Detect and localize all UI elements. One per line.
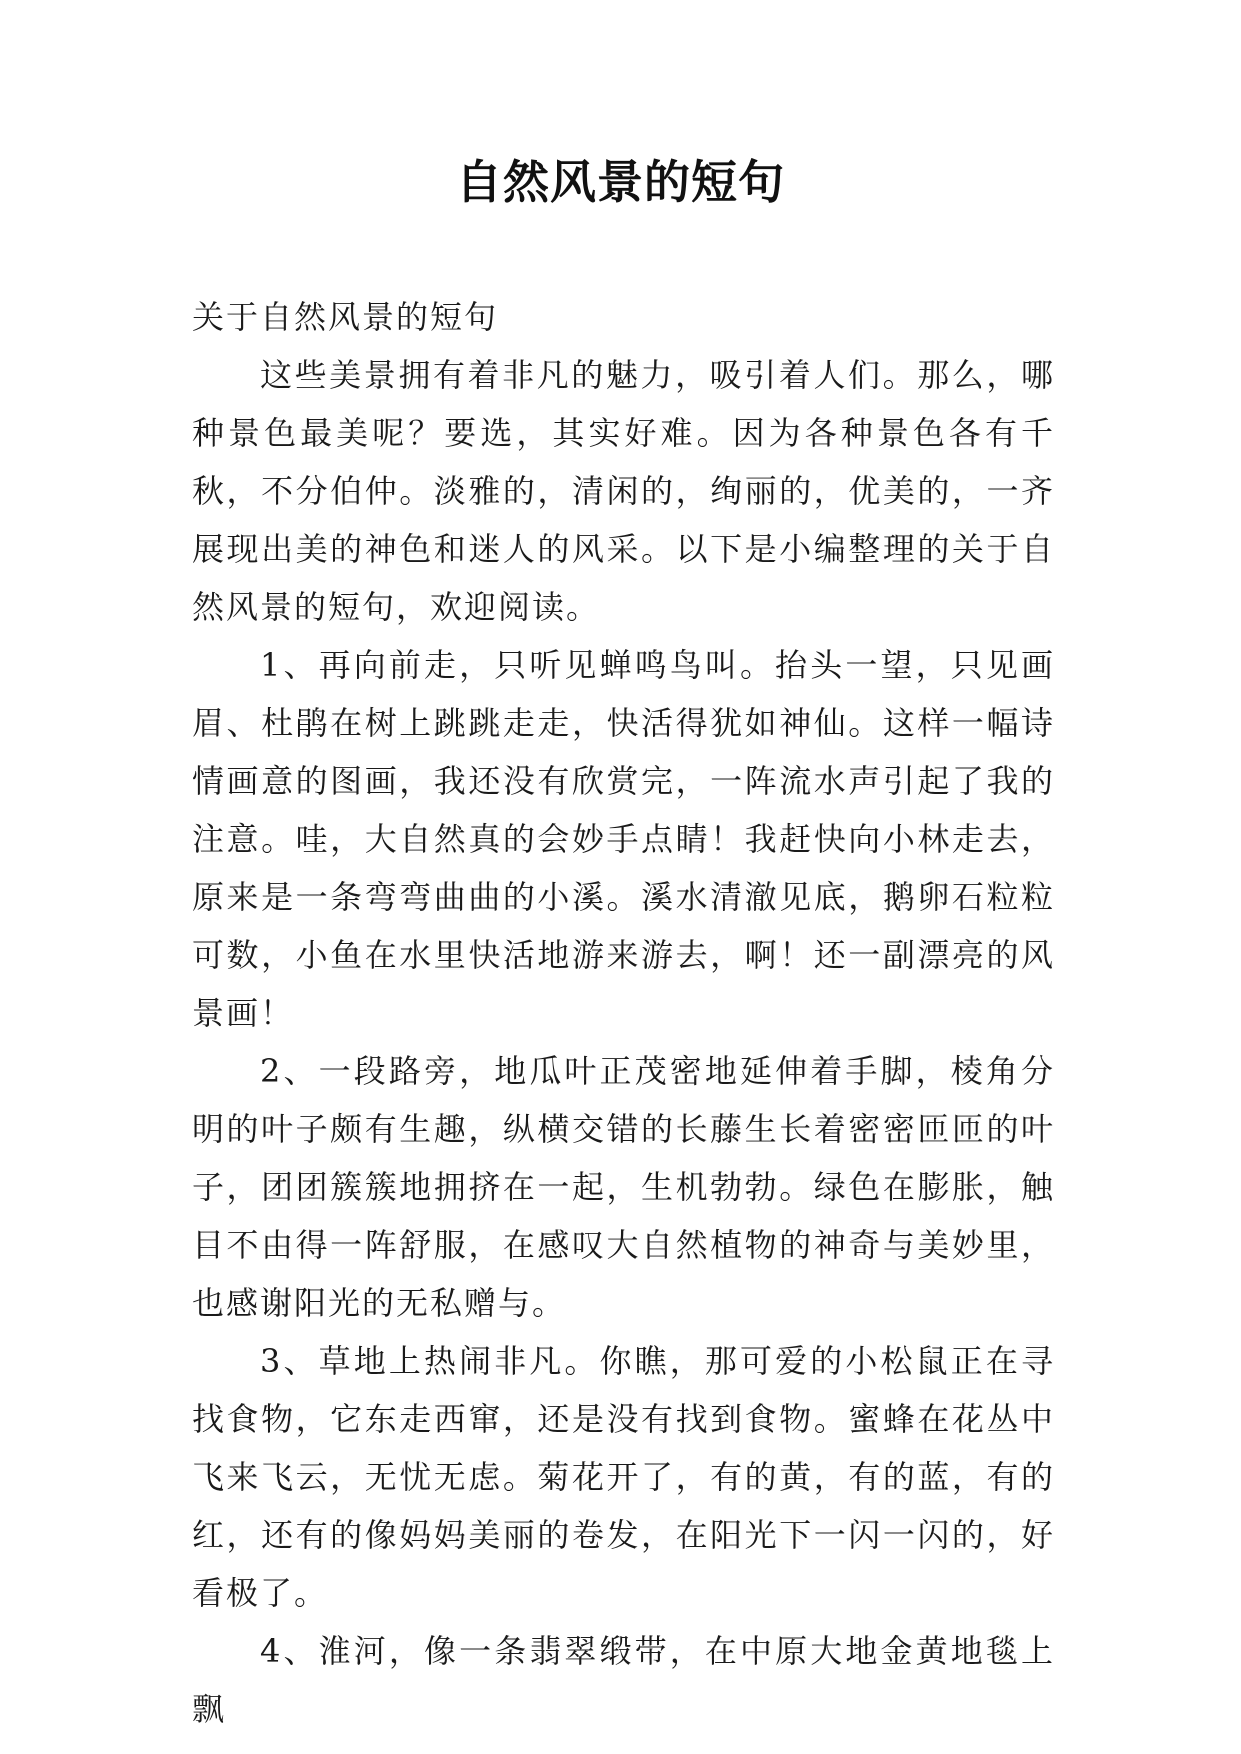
document-subtitle: 关于自然风景的短句 (192, 298, 499, 336)
page-title: 自然风景的短句 (456, 155, 785, 209)
paragraph-item-1: 1、再向前走，只听见蝉鸣鸟叫。抬头一望，只见画眉、杜鹃在树上跳跳走走，快活得犹如神仙。这样一幅诗情画意的图画，我还没有欣赏完，一阵流水声引起了我的注意。哇，大自然真的会妙手点睛！我赶快向小林走去，原来是一条弯弯曲曲的小溪。溪水清澈见底，鹅卵石粒粒可数，小鱼在水里快活地游来游去，啊！还一副漂亮的风景画！ (192, 646, 1055, 1032)
paragraph-item-3: 3、草地上热闹非凡。你瞧，那可爱的小松鼠正在寻找食物，它东走西窜，还是没有找到食物。蜜蜂在花丛中飞来飞云，无忧无虑。菊花开了，有的黄，有的蓝，有的红，还有的像妈妈美丽的卷发，在阳光下一闪一闪的，好看极了。 (192, 1342, 1055, 1612)
document-body (192, 288, 1055, 1738)
intro-paragraph: 这些美景拥有着非凡的魅力，吸引着人们。那么，哪种景色最美呢？要选，其实好难。因为各种景色各有千秋，不分伯仲。淡雅的，清闲的，绚丽的，优美的，一齐展现出美的神色和迷人的风采。以下是小编整理的关于自然风景的短句，欢迎阅读。 (192, 356, 1055, 626)
paragraph-item-4: 4、淮河，像一条翡翠缎带，在中原大地金黄地毯上飘 (192, 1632, 1055, 1728)
paragraph-item-2: 2、一段路旁，地瓜叶正茂密地延伸着手脚，棱角分明的叶子颇有生趣，纵横交错的长藤生长着密密匝匝的叶子，团团簇簇地拥挤在一起，生机勃勃。绿色在膨胀，触目不由得一阵舒服，在感叹大自然植物的神奇与美妙里，也感谢阳光的无私赠与。 (192, 1052, 1055, 1322)
